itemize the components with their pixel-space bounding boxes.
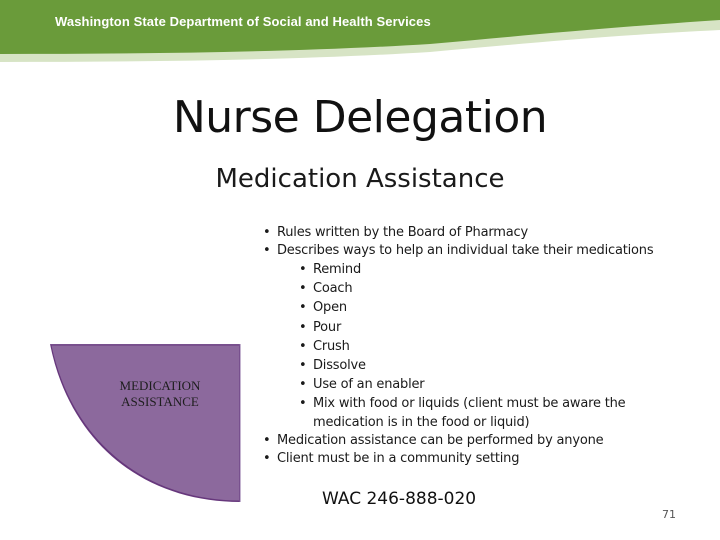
- medication-assistance-graphic: [50, 344, 242, 504]
- sub-bullet-item: • Use of an enabler: [258, 375, 678, 394]
- sub-bullet-item: • Pour: [258, 318, 678, 337]
- graphic-label: MEDICATION ASSISTANCE: [119, 378, 201, 409]
- bullet-item: • Describes ways to help an individual take their medications: [258, 242, 678, 260]
- slide-title: Nurse Delegation: [172, 92, 548, 143]
- bullet-item: • Medication assistance can be performed by anyone: [258, 432, 678, 450]
- sub-bullet-continuation: medication is in the food or liquid): [313, 414, 530, 430]
- sub-bullet-item: • Crush: [258, 337, 678, 356]
- wac-reference: WAC 246-888-020: [322, 489, 477, 509]
- slide-subtitle: Medication Assistance: [215, 164, 505, 194]
- bullet-item: • Client must be in a community setting: [258, 450, 678, 468]
- org-name: Washington State Department of Social and Health Services: [55, 14, 431, 29]
- sub-bullet-item: • Coach: [258, 279, 678, 298]
- sub-bullet-item: • Dissolve: [258, 356, 678, 375]
- header-swoosh: [0, 0, 720, 62]
- bullet-list: [258, 224, 678, 468]
- sub-bullet-item: • Open: [258, 298, 678, 317]
- sub-bullet-item: • Remind: [258, 260, 678, 279]
- header-banner: [0, 0, 720, 60]
- bullet-item: • Rules written by the Board of Pharmacy: [258, 224, 678, 242]
- page-number: 71: [662, 508, 676, 521]
- sub-bullet-item: • Mix with food or liquids (client must be aware the: [258, 394, 678, 413]
